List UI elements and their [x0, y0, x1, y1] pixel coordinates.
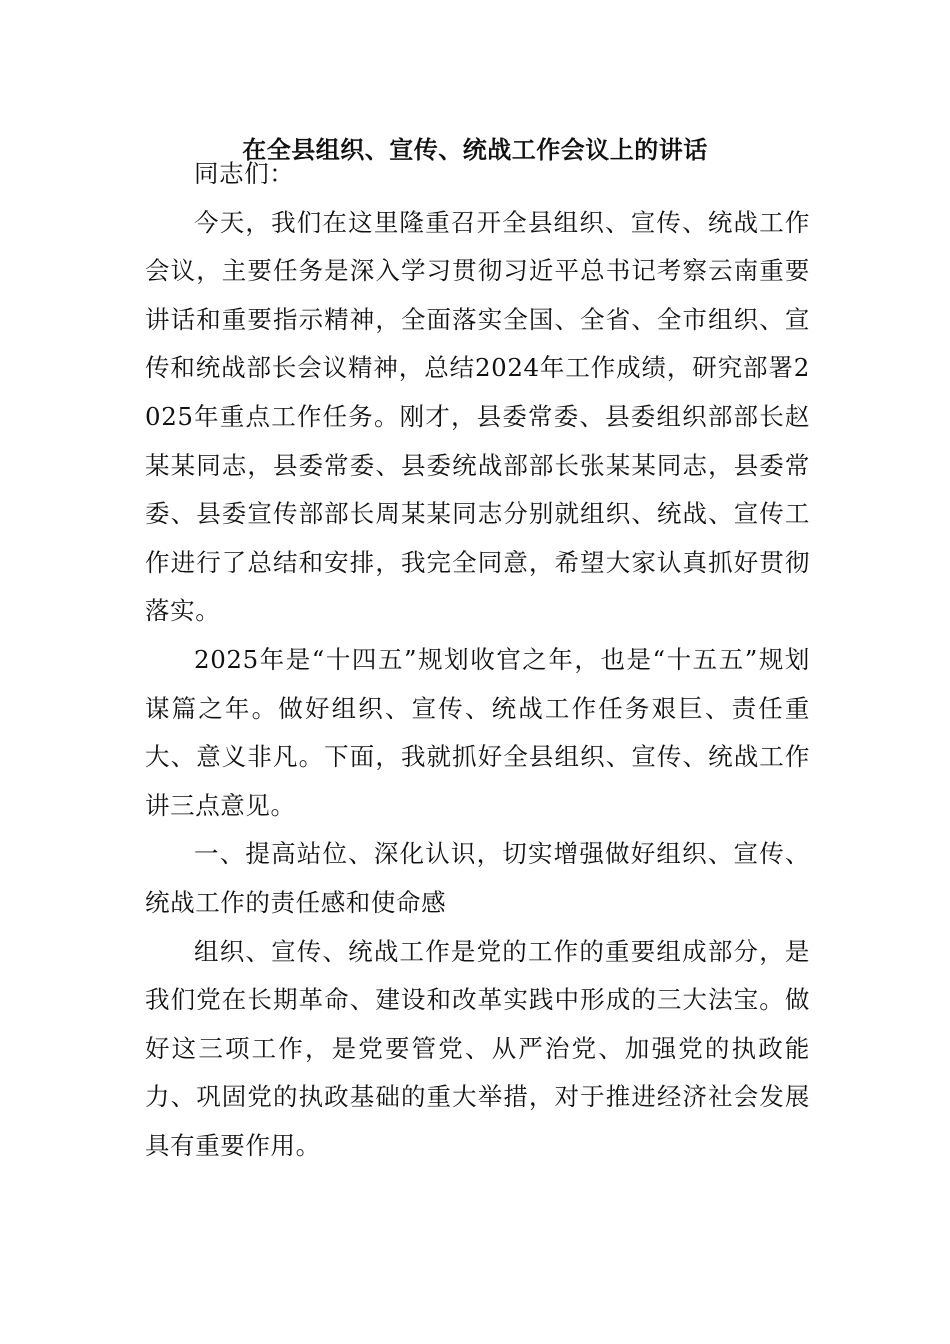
paragraph-context: 2025年是“十四五”规划收官之年，也是“十五五”规划谋篇之年。做好组织、宣传、统战工作任务艰巨、责任重大、意义非凡。下面，我就抓好全县组织、宣传、统战工作讲三点意见。 — [145, 644, 810, 820]
section-heading-1: 一、提高站位、深化认识，切实增强做好组织、宣传、统战工作的责任感和使命感 — [145, 839, 810, 917]
paragraph-section-1: 组织、宣传、统战工作是党的工作的重要组成部分，是我们党在长期革命、建设和改革实践中形成的三大法宝。做好这三项工作，是党要管党、从严治党、加强党的执政能力、巩固党的执政基础的重大举措，对于推进经济社会发展具有重要作用。 — [145, 936, 810, 1160]
document-body — [145, 150, 810, 1170]
paragraph-opening: 今天，我们在这里隆重召开全县组织、宣传、统战工作会议，主要任务是深入学习贯彻习近平总书记考察云南重要讲话和重要指示精神，全面落实全国、全省、全市组织、宣传和统战部长会议精神，总结2024年工作成绩，研究部署2025年重点工作任务。刚才，县委常委、县委组织部部长赵某某同志，县委常委、县委统战部部长张某某同志，县委常委、县委宣传部部长周某某同志分别就组织、统战、宣传工作进行了总结和安排，我完全同意，希望大家认真抓好贯彻落实。 — [145, 207, 810, 626]
document-title: 在全县组织、宣传、统战工作会议上的讲话 — [242, 135, 708, 164]
salutation: 同志们： — [194, 159, 295, 188]
